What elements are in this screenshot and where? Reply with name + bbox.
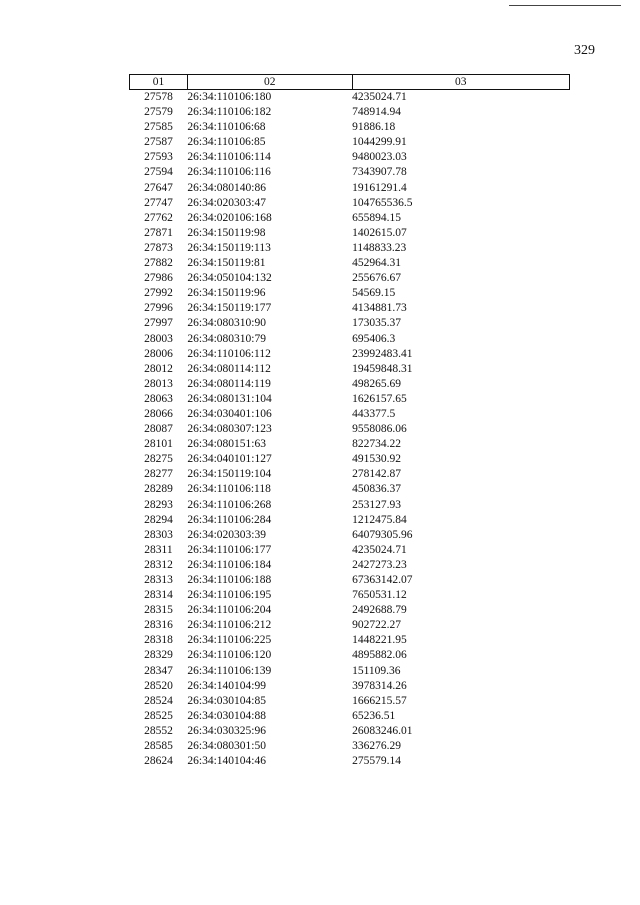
cadastral-number-cell: 26:34:150119:177 — [187, 302, 272, 315]
column-header-01: 01 — [130, 75, 188, 90]
value-cell: 695406.3 — [352, 332, 396, 345]
cadastral-number-cell: 26:34:020106:168 — [187, 211, 272, 224]
table-row — [130, 211, 570, 226]
value-cell: 1448221.95 — [352, 634, 407, 647]
cadastral-number-cell: 26:34:110106:284 — [187, 513, 272, 526]
cadastral-number-cell: 26:34:080310:79 — [187, 332, 266, 345]
table-row — [130, 120, 570, 135]
cadastral-number-cell: 26:34:030104:85 — [187, 694, 266, 707]
row-id-cell: 28314 — [144, 589, 173, 602]
row-id-cell: 27762 — [144, 211, 173, 224]
cadastral-number-cell: 26:34:110106:212 — [187, 619, 272, 632]
table-row — [130, 739, 570, 754]
table-row — [130, 301, 570, 316]
cadastral-number-cell: 26:34:080307:123 — [187, 423, 272, 436]
cadastral-number-cell: 26:34:150119:104 — [187, 468, 272, 481]
cadastral-number-cell: 26:34:140104:99 — [187, 679, 266, 692]
table-row — [130, 648, 570, 663]
row-id-cell: 28294 — [144, 513, 173, 526]
header-rule — [509, 5, 621, 6]
table-row — [130, 150, 570, 165]
value-cell: 26083246.01 — [352, 724, 413, 737]
value-cell: 1044299.91 — [352, 136, 407, 149]
row-id-cell: 27593 — [144, 151, 173, 164]
cadastral-number-cell: 26:34:110106:118 — [187, 483, 271, 496]
row-id-cell: 27585 — [144, 121, 173, 134]
value-cell: 2427273.23 — [352, 558, 407, 571]
table-row — [130, 618, 570, 633]
cadastral-number-cell: 26:34:150119:98 — [187, 226, 266, 239]
value-cell: 19459848.31 — [352, 362, 413, 375]
cadastral-number-cell: 26:34:110106:116 — [187, 166, 271, 179]
table-row — [130, 271, 570, 286]
cadastral-number-cell: 26:34:110106:268 — [187, 498, 272, 511]
table-row — [130, 498, 570, 513]
table-row — [130, 709, 570, 724]
cadastral-number-cell: 26:34:110106:114 — [187, 151, 271, 164]
value-cell: 491530.92 — [352, 453, 401, 466]
value-cell: 4235024.71 — [352, 91, 407, 103]
cadastral-number-cell: 26:34:020303:39 — [187, 528, 266, 541]
row-id-cell: 27996 — [144, 302, 173, 315]
row-id-cell: 27986 — [144, 272, 173, 285]
row-id-cell: 28525 — [144, 709, 173, 722]
cadastral-number-cell: 26:34:110106:184 — [187, 558, 272, 571]
value-cell: 275579.14 — [352, 755, 401, 768]
table-row — [130, 332, 570, 347]
value-cell: 1666215.57 — [352, 694, 407, 707]
row-id-cell: 28347 — [144, 664, 173, 677]
table-row — [130, 165, 570, 180]
row-id-cell: 27578 — [144, 91, 173, 103]
table-row — [130, 528, 570, 543]
row-id-cell: 28524 — [144, 694, 173, 707]
value-cell: 91886.18 — [352, 121, 396, 134]
value-cell: 54569.15 — [352, 287, 396, 300]
cadastral-number-cell: 26:34:110106:112 — [187, 347, 271, 360]
value-cell: 7650531.12 — [352, 589, 407, 602]
cadastral-number-cell: 26:34:080140:86 — [187, 181, 266, 194]
value-cell: 9558086.06 — [352, 423, 407, 436]
row-id-cell: 28066 — [144, 407, 173, 420]
row-id-cell: 28003 — [144, 332, 173, 345]
row-id-cell: 28585 — [144, 740, 173, 753]
cadastral-number-cell: 26:34:050104:132 — [187, 272, 272, 285]
value-cell: 173035.37 — [352, 317, 401, 330]
row-id-cell: 28552 — [144, 724, 173, 737]
table-row — [130, 437, 570, 452]
row-id-cell: 27871 — [144, 226, 173, 239]
cadastral-number-cell: 26:34:110106:182 — [187, 106, 272, 119]
table-row — [130, 286, 570, 301]
value-cell: 1402615.07 — [352, 226, 407, 239]
row-id-cell: 28006 — [144, 347, 173, 360]
row-id-cell: 27647 — [144, 181, 173, 194]
value-cell: 253127.93 — [352, 498, 401, 511]
value-cell: 452964.31 — [352, 257, 401, 270]
cadastral-number-cell: 26:34:110106:204 — [187, 604, 272, 617]
value-cell: 67363142.07 — [352, 574, 413, 586]
cadastral-number-cell: 26:34:110106:188 — [187, 574, 272, 586]
table-row — [130, 256, 570, 271]
value-cell: 7343907.78 — [352, 166, 407, 179]
row-id-cell: 27579 — [144, 106, 173, 119]
row-id-cell: 27992 — [144, 287, 173, 300]
row-id-cell: 28293 — [144, 498, 173, 511]
value-cell: 655894.15 — [352, 211, 401, 224]
table-header-row — [130, 75, 570, 90]
row-id-cell: 28063 — [144, 392, 173, 405]
cadastral-number-cell: 26:34:150119:113 — [187, 241, 271, 254]
cadastral-number-cell: 26:34:080310:90 — [187, 317, 266, 330]
table-row — [130, 196, 570, 211]
row-id-cell: 28277 — [144, 468, 173, 481]
value-cell: 4134881.73 — [352, 302, 407, 315]
row-id-cell: 28315 — [144, 604, 173, 617]
value-cell: 336276.29 — [352, 740, 401, 753]
cadastral-number-cell: 26:34:110106:177 — [187, 543, 272, 556]
row-id-cell: 27587 — [144, 136, 173, 149]
cadastral-number-cell: 26:34:080301:50 — [187, 740, 266, 753]
table-row — [130, 633, 570, 648]
row-id-cell: 27882 — [144, 257, 173, 270]
cadastral-number-cell: 26:34:110106:180 — [187, 91, 272, 103]
table-row — [130, 377, 570, 392]
row-id-cell: 28313 — [144, 574, 173, 586]
table-row — [130, 679, 570, 694]
cadastral-number-cell: 26:34:110106:139 — [187, 664, 272, 677]
cadastral-number-cell: 26:34:110106:195 — [187, 589, 272, 602]
cadastral-number-cell: 26:34:110106:120 — [187, 649, 272, 662]
row-id-cell: 28012 — [144, 362, 173, 375]
value-cell: 902722.27 — [352, 619, 401, 632]
row-id-cell: 27997 — [144, 317, 173, 330]
table-row — [130, 482, 570, 497]
value-cell: 498265.69 — [352, 377, 401, 390]
table-row — [130, 558, 570, 573]
value-cell: 64079305.96 — [352, 528, 413, 541]
row-id-cell: 28303 — [144, 528, 173, 541]
row-id-cell: 28318 — [144, 634, 173, 647]
cadastral-number-cell: 26:34:110106:68 — [187, 121, 266, 134]
cadastral-number-cell: 26:34:110106:225 — [187, 634, 272, 647]
value-cell: 1212475.84 — [352, 513, 407, 526]
value-cell: 65236.51 — [352, 709, 396, 722]
table-row — [130, 135, 570, 150]
row-id-cell: 28520 — [144, 679, 173, 692]
table-row — [130, 226, 570, 241]
value-cell: 748914.94 — [352, 106, 401, 119]
value-cell: 450836.37 — [352, 483, 401, 496]
value-cell: 19161291.4 — [352, 181, 407, 194]
value-cell: 255676.67 — [352, 272, 401, 285]
table-row — [130, 316, 570, 331]
value-cell: 151109.36 — [352, 664, 401, 677]
row-id-cell: 28624 — [144, 755, 173, 768]
row-id-cell: 28312 — [144, 558, 173, 571]
table-row — [130, 467, 570, 482]
row-id-cell: 28275 — [144, 453, 173, 466]
table-row — [130, 513, 570, 528]
table-row — [130, 543, 570, 558]
table-row — [130, 347, 570, 362]
value-cell: 23992483.41 — [352, 347, 413, 360]
table-row — [130, 664, 570, 679]
row-id-cell: 28329 — [144, 649, 173, 662]
data-table — [129, 74, 570, 769]
cadastral-number-cell: 26:34:150119:96 — [187, 287, 266, 300]
cadastral-number-cell: 26:34:080151:63 — [187, 438, 266, 451]
value-cell: 9480023.03 — [352, 151, 407, 164]
row-id-cell: 27747 — [144, 196, 173, 209]
row-id-cell: 27873 — [144, 241, 173, 254]
cadastral-number-cell: 26:34:140104:46 — [187, 755, 266, 768]
table-row — [130, 392, 570, 407]
cadastral-number-cell: 26:34:080131:104 — [187, 392, 272, 405]
value-cell: 822734.22 — [352, 438, 401, 451]
table-row — [130, 588, 570, 603]
table-row — [130, 573, 570, 588]
cadastral-number-cell: 26:34:030401:106 — [187, 407, 272, 420]
row-id-cell: 28311 — [144, 543, 173, 556]
row-id-cell: 27594 — [144, 166, 173, 179]
cadastral-number-cell: 26:34:030325:96 — [187, 724, 266, 737]
cadastral-number-cell: 26:34:030104:88 — [187, 709, 266, 722]
cadastral-number-cell: 26:34:110106:85 — [187, 136, 266, 149]
table-row — [130, 241, 570, 256]
value-cell: 1626157.65 — [352, 392, 407, 405]
cadastral-number-cell: 26:34:040101:127 — [187, 453, 272, 466]
table-row — [130, 105, 570, 120]
value-cell: 4235024.71 — [352, 543, 407, 556]
value-cell: 3978314.26 — [352, 679, 407, 692]
cadastral-number-cell: 26:34:080114:112 — [187, 362, 271, 375]
table-row — [130, 452, 570, 467]
page-number: 329 — [574, 43, 595, 58]
table-row — [130, 407, 570, 422]
table-row — [130, 724, 570, 739]
value-cell: 278142.87 — [352, 468, 401, 481]
cadastral-number-cell: 26:34:020303:47 — [187, 196, 266, 209]
column-header-03: 03 — [352, 75, 569, 90]
table-body — [130, 90, 570, 770]
column-header-02: 02 — [187, 75, 352, 90]
table-row — [130, 422, 570, 437]
value-cell: 2492688.79 — [352, 604, 407, 617]
row-id-cell: 28101 — [144, 438, 173, 451]
table-row — [130, 181, 570, 196]
value-cell: 4895882.06 — [352, 649, 407, 662]
value-cell: 443377.5 — [352, 407, 396, 420]
row-id-cell: 28087 — [144, 423, 173, 436]
value-cell: 104765536.5 — [352, 196, 413, 209]
table-row — [130, 694, 570, 709]
row-id-cell: 28316 — [144, 619, 173, 632]
row-id-cell: 28013 — [144, 377, 173, 390]
value-cell: 1148833.23 — [352, 241, 407, 254]
cadastral-number-cell: 26:34:080114:119 — [187, 377, 271, 390]
table-row — [130, 603, 570, 618]
row-id-cell: 28289 — [144, 483, 173, 496]
table-row — [130, 362, 570, 377]
cadastral-number-cell: 26:34:150119:81 — [187, 257, 266, 270]
table-row — [130, 90, 570, 106]
table-row — [130, 754, 570, 769]
